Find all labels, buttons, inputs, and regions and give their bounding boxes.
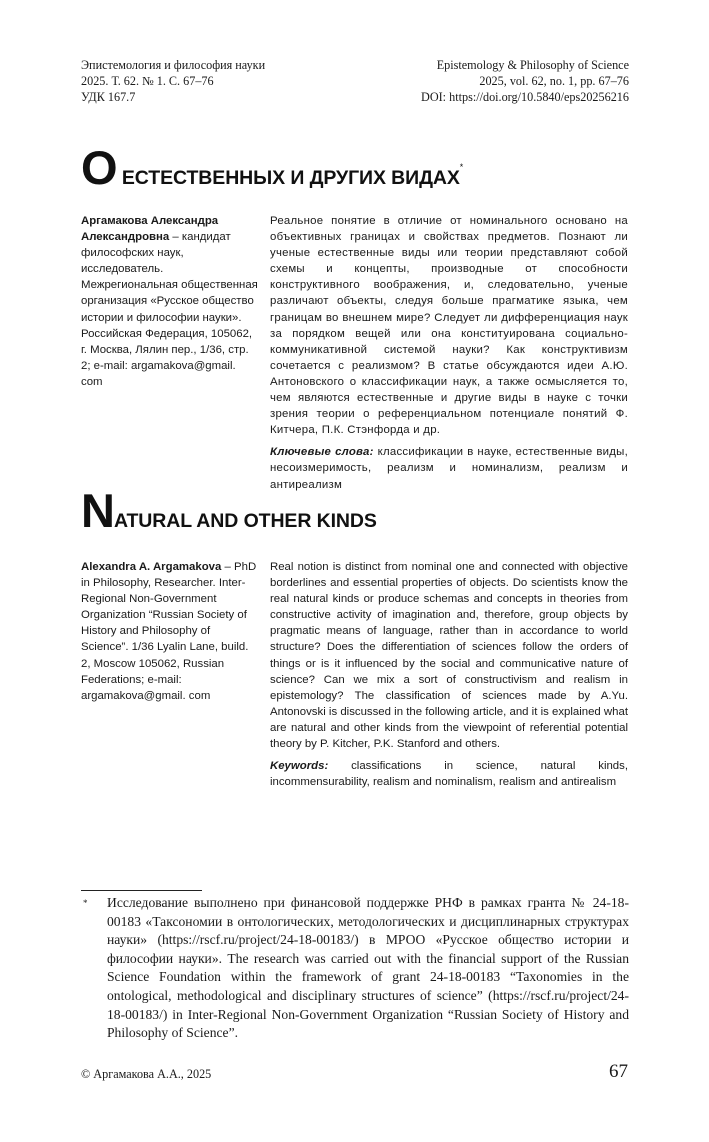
author-name-en: Alexandra A. Argamakova xyxy=(81,561,222,573)
author-name-ru: Аргамакова Александра Александровна xyxy=(81,215,219,244)
footnote-mark: * xyxy=(83,898,88,908)
doi-link[interactable]: DOI: https://doi.org/10.5840/eps20256216 xyxy=(421,90,629,104)
header-right xyxy=(421,57,629,105)
article-title-en xyxy=(81,483,377,538)
footnote-text: Исследование выполнено при финансовой поддержке РНФ в рамках гранта № 24-18-00183 «Таксономии в онтологических, методологических и дисциплинарных структурах науки» (https://rscf.ru/project/24-18-00183/) в МРОО «Русское общество истории и философии науки». The research was carried out with the financial support of the Russian Science Foundation within the framework of grant 24-18-00183 “Taxonomies in the ontological, methodological and disciplinary structures of science” (https://rscf.ru/project/24-18-00183/) in Inter-Regional Non-Government Organization “Russian Society of History and Philosophy of Science”. xyxy=(107,895,629,1041)
article-title-ru xyxy=(81,140,463,195)
title-ru-footnote-mark[interactable]: * xyxy=(459,162,464,172)
author-info-ru xyxy=(81,213,259,390)
keywords-en xyxy=(270,758,628,790)
issue-info-ru: 2025. Т. 62. № 1. С. 67–76 xyxy=(81,74,214,88)
title-ru-rest: ЕСТЕСТВЕННЫХ И ДРУГИХ ВИДАХ xyxy=(116,167,460,189)
abstract-en-text: Real notion is distinct from nominal one and connected with objective borderlines and essential properties of objects. Do scientists know the real natural kinds or produce schemas and concepts in theories from constructive activity of imagination and, therefore, group objects by pragmatic means of language, rather than in accordance to world structure? Does the differentiation of sciences follow the orders of things or is it influenced by the social and communicative nature of science? Can we mix a sort of constructivism and realism in epistemology? The classification of sciences made by A.Yu. Antonovski is discussed in the following article, and it is explained what are natural and other kinds from the viewpoint of referential potential theory by P. Kitcher, P.K. Stanford and others. xyxy=(270,561,628,751)
footnote-divider xyxy=(81,890,202,891)
abstract-ru-text: Реальное понятие в отличие от номинального основано на объективных границах и свойствах предметов. Познают ли ученые естественные виды или теории представляют собой схемы и концепты, производные от способности конструктивного воображения, и, следовательно, ученые различают объекты, следуя больше прагматике языка, чем границам во внешнем мире? Следует ли дифференциация наук за порядком вещей или она конституирована социально-коммуникативной системой науки? Как конструктивизм сочетается с реализмом? В статье обсуждаются идеи А.Ю. Антоновского о классификации наук, а также осмысляется то, чем являются естественные и другие виды в науке с точки зрения теории о референциальном потенциале понятий Ф. Китчера, П.К. Стэнфорда и др. xyxy=(270,215,628,437)
issue-info-en: 2025, vol. 62, no. 1, pp. 67–76 xyxy=(479,74,629,88)
author-affiliation-en: – PhD in Philosophy, Researcher. Inter-Regional Non-Government Organization “Russian Society of History and Philosophy of Science”. 1/36 Lyalin Lane, build. 2, Moscow 105062, Russian Federations; e-mail: argamakova@gmail. com xyxy=(81,561,257,702)
title-ru-initial: О xyxy=(81,141,117,194)
header-left xyxy=(81,57,265,105)
udc-code: УДК 167.7 xyxy=(81,90,136,104)
keywords-ru-label: Ключевые слова: xyxy=(270,446,374,459)
journal-title-en: Epistemology & Philosophy of Science xyxy=(436,58,629,72)
title-en-rest: ATURAL AND OTHER KINDS xyxy=(113,510,377,532)
copyright-notice: © Аргамакова А.А., 2025 xyxy=(81,1067,212,1081)
title-en-initial: N xyxy=(81,484,114,537)
keywords-ru-text: классификации в науке, естественные виды, несоизмеримость, реализм и номинализм, реализм и антиреализм xyxy=(270,446,629,491)
keywords-en-text: classifications in science, natural kinds, incommensurability, realism and nominalism, realism and antirealism xyxy=(270,760,628,789)
abstract-en xyxy=(270,559,628,790)
author-affiliation-ru: – кандидат философских наук, исследователь. Межрегиональная общественная организация «Русское общество истории и философии науки». Российская Федерация, 105062, г. Москва, Лялин пер., 1/36, стр. 2; e-mail: argamakova@gmail. com xyxy=(81,231,258,388)
footnote xyxy=(81,894,629,1043)
page-number: 67 xyxy=(609,1061,628,1082)
author-info-en xyxy=(81,559,259,704)
keywords-en-label: Keywords: xyxy=(270,760,329,773)
abstract-ru xyxy=(270,213,628,493)
journal-title-ru: Эпистемология и философия науки xyxy=(81,58,266,72)
